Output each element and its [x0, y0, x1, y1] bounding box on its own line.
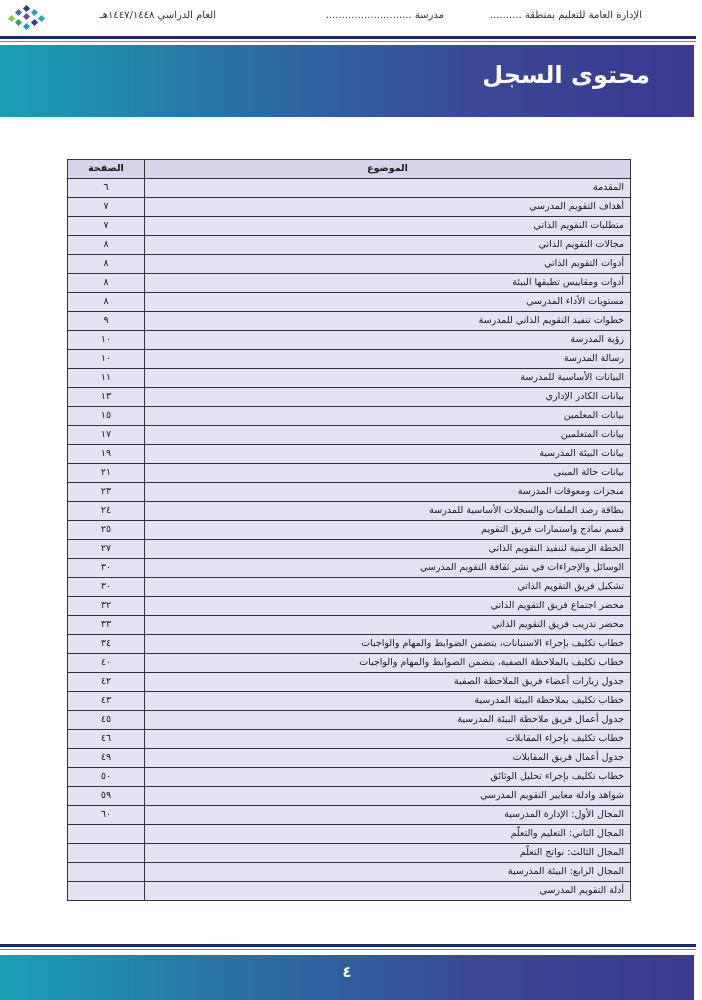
table-row: [68, 369, 631, 388]
topic-cell: مستويات الأداء المدرسي: [145, 293, 631, 312]
table-row: [68, 255, 631, 274]
table-row: [68, 768, 631, 787]
page-cell: ٤٦: [68, 730, 145, 749]
page-cell: ٨: [68, 293, 145, 312]
table-row: [68, 578, 631, 597]
topic-cell: بيانات البيئة المدرسية: [145, 445, 631, 464]
page-cell: ٤٩: [68, 749, 145, 768]
page-cell: ١٩: [68, 445, 145, 464]
table-row: [68, 540, 631, 559]
table-row: [68, 483, 631, 502]
table-row: [68, 654, 631, 673]
page-cell: ٧: [68, 198, 145, 217]
topic-cell: بطاقة رصد الملفات والسجلات الأساسية للمدرسة: [145, 502, 631, 521]
topic-cell: المجال الأول: الإدارة المدرسية: [145, 806, 631, 825]
table-row: [68, 217, 631, 236]
table-row: [68, 730, 631, 749]
table-row: [68, 388, 631, 407]
page-header: الصفحة: [68, 160, 145, 179]
page-cell: [68, 882, 145, 901]
footer-band: [0, 955, 694, 1000]
topic-cell: بيانات المتعلمين: [145, 426, 631, 445]
school-text: مدرسة ...........................: [325, 10, 444, 21]
page-cell: ١٠: [68, 350, 145, 369]
topic-cell: خطاب تكليف بملاحظة البيئة المدرسية: [145, 692, 631, 711]
page-cell: ٤٣: [68, 692, 145, 711]
page-cell: ٤٥: [68, 711, 145, 730]
table-row: [68, 198, 631, 217]
top-header: [0, 0, 702, 36]
contents-table: [67, 159, 631, 901]
table-header-row: [68, 160, 631, 179]
page-cell: ٢٥: [68, 521, 145, 540]
header-rule-dark: [0, 36, 696, 39]
page-cell: ١٧: [68, 426, 145, 445]
topic-cell: المجال الرابع: البيئة المدرسية: [145, 863, 631, 882]
page-cell: [68, 825, 145, 844]
page-cell: ٣٠: [68, 578, 145, 597]
page-cell: [68, 844, 145, 863]
education-admin-text: الإدارة العامة للتعليم بمنطقة ..........: [489, 10, 642, 21]
page-cell: ١٥: [68, 407, 145, 426]
page-cell: ٥٠: [68, 768, 145, 787]
page-cell: ٣٠: [68, 559, 145, 578]
table-row: [68, 673, 631, 692]
table-row: [68, 502, 631, 521]
topic-cell: محضر تدريب فريق التقويم الذاتي: [145, 616, 631, 635]
page-title: محتوى السجل: [482, 61, 650, 89]
page-cell: ٩: [68, 312, 145, 331]
topic-cell: خطاب تكليف بإجراء المقابلات: [145, 730, 631, 749]
topic-cell: خطوات تنفيذ التقويم الذاتي للمدرسة: [145, 312, 631, 331]
table-row: [68, 559, 631, 578]
topic-cell: منجزات ومعوقات المدرسة: [145, 483, 631, 502]
page-cell: ٦٠: [68, 806, 145, 825]
topic-cell: أدلة التقويم المدرسي: [145, 882, 631, 901]
topic-cell: جدول أعمال فريق المقابلات: [145, 749, 631, 768]
page-cell: ٨: [68, 274, 145, 293]
topic-cell: خطاب تكليف بإجراء تحليل الوثائق: [145, 768, 631, 787]
topic-cell: خطاب تكليف بالملاحظة الصفية، يتضمن الضوابط والمهام والواجبات: [145, 654, 631, 673]
topic-cell: رسالة المدرسة: [145, 350, 631, 369]
page-cell: ٢٧: [68, 540, 145, 559]
table-row: [68, 844, 631, 863]
topic-cell: تشكيل فريق التقويم الذاتي: [145, 578, 631, 597]
page-cell: ٣٢: [68, 597, 145, 616]
header-rule-teal: [0, 41, 696, 42]
table-row: [68, 521, 631, 540]
topic-header: الموضوع: [145, 160, 631, 179]
table-row: [68, 749, 631, 768]
topic-cell: الخطة الزمنية لتنفيذ التقويم الذاتي: [145, 540, 631, 559]
table-row: [68, 274, 631, 293]
topic-cell: بيانات حالة المبنى: [145, 464, 631, 483]
topic-cell: أهداف التقويم المدرسي: [145, 198, 631, 217]
table-row: [68, 692, 631, 711]
topic-cell: أدوات ومقاييس تطبقها البيئة: [145, 274, 631, 293]
table-row: [68, 711, 631, 730]
page-cell: ٥٩: [68, 787, 145, 806]
topic-cell: جدول أعمال فريق ملاحظة البيئة المدرسية: [145, 711, 631, 730]
table-row: [68, 597, 631, 616]
page-cell: ٣٤: [68, 635, 145, 654]
page-cell: ٢١: [68, 464, 145, 483]
table-row: [68, 806, 631, 825]
topic-cell: المقدمة: [145, 179, 631, 198]
topic-cell: رؤية المدرسة: [145, 331, 631, 350]
table-row: [68, 350, 631, 369]
topic-cell: محضر اجتماع فريق التقويم الذاتي: [145, 597, 631, 616]
table-row: [68, 863, 631, 882]
topic-cell: قسم نماذج واستمارات فريق التقويم: [145, 521, 631, 540]
page-cell: ٣٣: [68, 616, 145, 635]
topic-cell: المجال الثاني: التعليم والتعلّم: [145, 825, 631, 844]
table-row: [68, 179, 631, 198]
topic-cell: بيانات الكادر الإداري: [145, 388, 631, 407]
topic-cell: شواهد وادلة معايير التقويم المدرسي: [145, 787, 631, 806]
table-row: [68, 882, 631, 901]
vision-2030-logo: [6, 4, 46, 34]
table-row: [68, 787, 631, 806]
table-row: [68, 464, 631, 483]
topic-cell: الوسائل والإجراءات في نشر ثقافة التقويم المدرسي: [145, 559, 631, 578]
topic-cell: متطلبات التقويم الذاتي: [145, 217, 631, 236]
topic-cell: البيانات الأساسية للمدرسة: [145, 369, 631, 388]
page-number: ٤: [342, 963, 352, 981]
topic-cell: المجال الثالث: نواتج التعلّم: [145, 844, 631, 863]
topic-cell: أدوات التقويم الذاتي: [145, 255, 631, 274]
table-row: [68, 312, 631, 331]
academic-year-text: العام الدراسي ١٤٤٧/١٤٤٨هـ: [99, 10, 216, 21]
page-cell: ٨: [68, 255, 145, 274]
footer-rule-dark: [0, 944, 696, 947]
table-row: [68, 616, 631, 635]
table-row: [68, 825, 631, 844]
page-cell: ١١: [68, 369, 145, 388]
topic-cell: مجالات التقويم الذاتي: [145, 236, 631, 255]
page-cell: ٢٣: [68, 483, 145, 502]
topic-cell: خطاب تكليف بإجراء الاستبانات، يتضمن الضوابط والمهام والواجبات: [145, 635, 631, 654]
table-row: [68, 426, 631, 445]
page-cell: [68, 863, 145, 882]
page-cell: ٢٤: [68, 502, 145, 521]
page-cell: ٤٠: [68, 654, 145, 673]
table-row: [68, 293, 631, 312]
table-row: [68, 236, 631, 255]
topic-cell: جدول زيارات أعضاء فريق الملاحظة الصفية: [145, 673, 631, 692]
page-cell: ٧: [68, 217, 145, 236]
page-cell: ١٣: [68, 388, 145, 407]
topic-cell: بيانات المعلمين: [145, 407, 631, 426]
table-row: [68, 331, 631, 350]
table-row: [68, 407, 631, 426]
table-row: [68, 445, 631, 464]
page-cell: ٤٢: [68, 673, 145, 692]
page-cell: ١٠: [68, 331, 145, 350]
page-cell: ٨: [68, 236, 145, 255]
title-banner: [0, 45, 694, 117]
page-cell: ٦: [68, 179, 145, 198]
table-row: [68, 635, 631, 654]
footer-rule-teal: [0, 949, 696, 950]
